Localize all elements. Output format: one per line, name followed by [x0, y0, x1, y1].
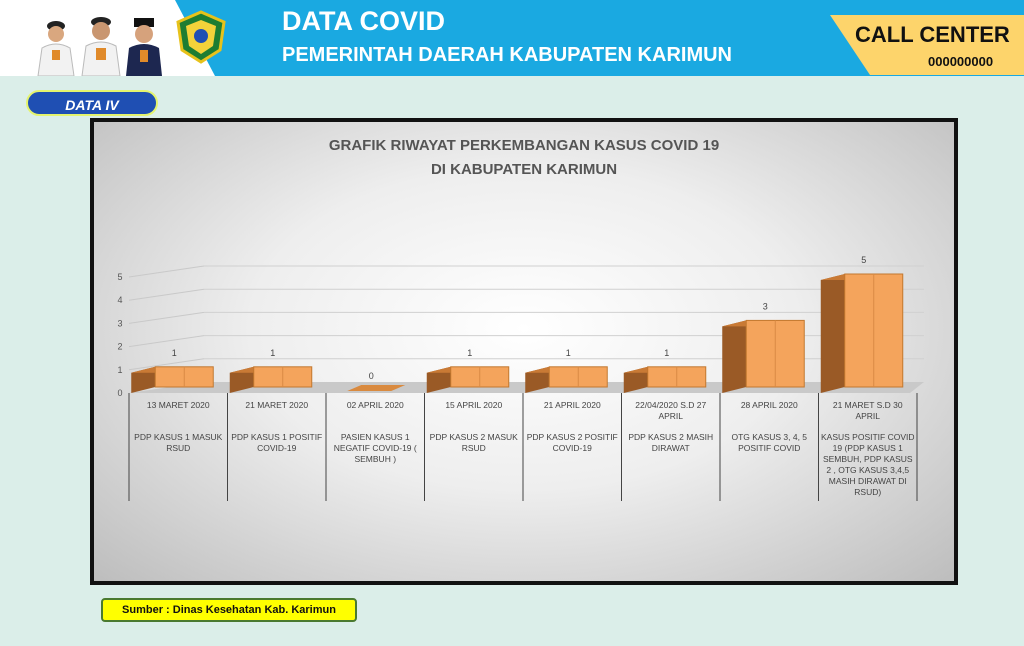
- category-desc-label: COVID-19: [552, 443, 592, 453]
- category-date-label: 02 APRIL 2020: [346, 400, 404, 410]
- category-desc-label: RSUD): [854, 487, 882, 497]
- call-center-number[interactable]: 000000000: [928, 54, 994, 69]
- gridline-depth: [129, 336, 204, 347]
- official-left: [38, 21, 74, 76]
- category-desc-label: PDP KASUS 1 MASUK: [134, 432, 223, 442]
- category-desc-label: 19 (PDP KASUS 1: [832, 443, 903, 453]
- regency-logo: [176, 10, 226, 64]
- data-label: 1: [467, 347, 473, 358]
- category-date-label: 21 APRIL 2020: [543, 400, 601, 410]
- data-label: 5: [861, 255, 867, 265]
- category-date-label: 28 APRIL 2020: [740, 400, 798, 410]
- category-desc-label: MASIH DIRAWAT DI: [828, 476, 907, 486]
- y-tick-label: 5: [117, 272, 123, 282]
- category-date-label: 13 MARET 2020: [146, 400, 210, 410]
- data-section-badge: DATA IV: [26, 90, 158, 116]
- category-date-label: 21 MARET 2020: [245, 400, 309, 410]
- bar-chart: [94, 122, 954, 581]
- y-tick-label: 2: [117, 341, 123, 352]
- chart-title-line1: GRAFIK RIWAYAT PERKEMBANGAN KASUS COVID 19: [328, 137, 720, 154]
- category-desc-label: POSITIF COVID: [738, 443, 801, 453]
- category-desc-label: KASUS POSITIF COVID: [820, 432, 915, 442]
- gridline-depth: [129, 312, 204, 323]
- bar-side: [722, 320, 746, 393]
- data-label: 1: [664, 347, 670, 358]
- y-tick-label: 3: [117, 318, 123, 329]
- category-desc-label: 2 , OTG KASUS 3,4,5: [826, 465, 910, 475]
- official-right: [126, 18, 162, 76]
- category-desc-label: PDP KASUS 1 POSITIF: [231, 432, 323, 442]
- chart-title-line2: DI KABUPATEN KARIMUN: [430, 161, 618, 178]
- category-desc-label: RSUD: [461, 443, 486, 453]
- category-desc-label: DIRAWAT: [651, 443, 690, 453]
- y-tick-label: 0: [117, 388, 123, 398]
- official-center: [82, 17, 120, 76]
- chart-frame: [90, 118, 958, 585]
- category-desc-label: OTG KASUS 3, 4, 5: [731, 432, 808, 442]
- category-date-label: 22/04/2020 S.D 27: [635, 400, 707, 410]
- category-date-label: 21 MARET S.D 30: [832, 400, 903, 410]
- data-label: 1: [565, 347, 571, 358]
- category-desc-label: SEMBUH, PDP KASUS: [822, 454, 913, 464]
- data-label: 1: [171, 347, 177, 358]
- category-date-label: APRIL: [658, 411, 684, 421]
- category-desc-label: COVID-19: [257, 443, 297, 453]
- category-desc-label: NEGATIF COVID-19 (: [333, 443, 417, 453]
- category-desc-label: PDP KASUS 2 MASIH: [628, 432, 714, 442]
- source-note: Sumber : Dinas Kesehatan Kab. Karimun: [101, 598, 357, 622]
- category-desc-label: PDP KASUS 2 POSITIF: [526, 432, 618, 442]
- data-label: 0: [368, 371, 374, 381]
- gridline-depth: [129, 266, 204, 277]
- y-tick-label: 1: [117, 364, 123, 375]
- officials-photo: [34, 10, 174, 76]
- category-desc-label: RSUD: [166, 443, 191, 453]
- data-label: 1: [270, 347, 276, 358]
- category-date-label: APRIL: [855, 411, 881, 421]
- page-subtitle: PEMERINTAH DAERAH KABUPATEN KARIMUN: [282, 44, 732, 66]
- category-desc-label: PASIEN KASUS 1: [340, 432, 410, 442]
- data-label: 3: [762, 301, 768, 312]
- y-tick-label: 4: [117, 295, 123, 306]
- category-desc-label: PDP KASUS 2 MASUK: [429, 432, 518, 442]
- call-center-label: CALL CENTER: [855, 22, 1010, 47]
- page-title: DATA COVID: [282, 6, 445, 36]
- category-date-label: 15 APRIL 2020: [445, 400, 503, 410]
- category-desc-label: SEMBUH ): [354, 454, 397, 464]
- bar-side: [821, 274, 845, 393]
- gridline-depth: [129, 289, 204, 300]
